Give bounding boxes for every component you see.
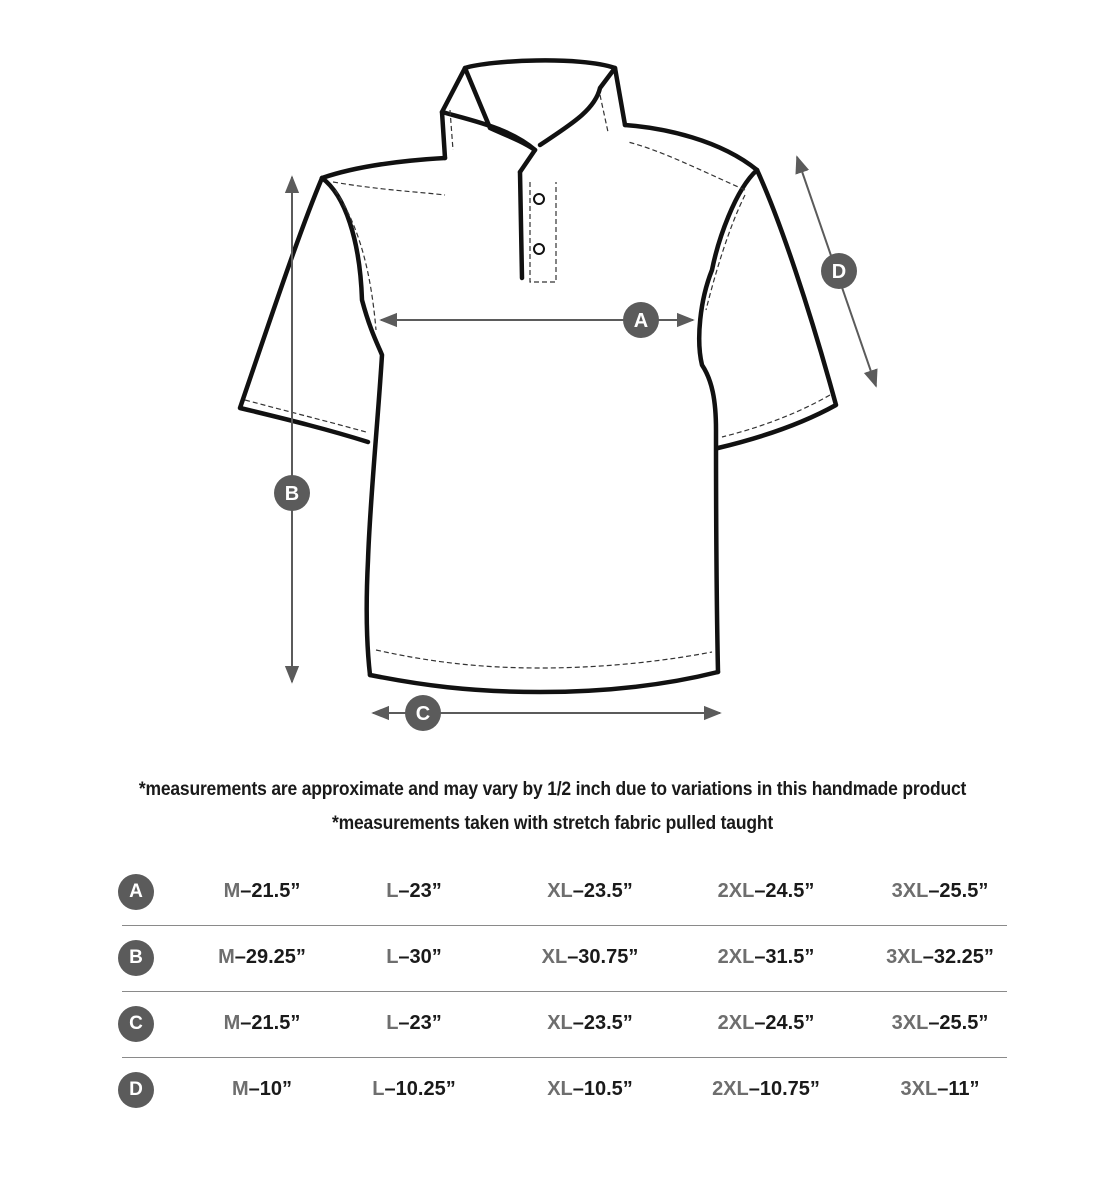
- size-cell: [334, 1012, 494, 1035]
- size-label: XL: [547, 1078, 573, 1100]
- size-value: –23”: [398, 880, 442, 902]
- size-label: L: [386, 946, 399, 968]
- row-marker-badge: D: [118, 1072, 154, 1108]
- size-row-a: [0, 860, 1105, 920]
- shirt-outline: [240, 60, 836, 692]
- size-value: –25.5”: [928, 880, 989, 902]
- size-row-c: [0, 992, 1105, 1052]
- size-cell: [510, 946, 670, 969]
- size-label: 2XL: [717, 1012, 755, 1034]
- size-label: XL: [547, 1012, 573, 1034]
- buttons: [534, 194, 544, 254]
- size-value: –10.25”: [384, 1078, 456, 1100]
- size-cell: [860, 1012, 1020, 1035]
- measurement-note-approximate: *measurements are approximate and may vary by 1/2 inch due to variations in this handmade product: [138, 779, 967, 800]
- size-cell: [334, 880, 494, 903]
- size-cell: [182, 1078, 342, 1101]
- size-value: –29.25”: [234, 946, 306, 968]
- size-label: M: [231, 1078, 249, 1100]
- size-label: XL: [547, 880, 573, 902]
- size-table: [0, 860, 1105, 1130]
- size-label: M: [223, 1012, 241, 1034]
- size-label: 2XL: [717, 880, 755, 902]
- size-label: XL: [541, 946, 568, 968]
- size-cell: [860, 880, 1020, 903]
- size-row-d: [0, 1058, 1105, 1118]
- size-cell: [182, 946, 342, 969]
- measurement-note-stretch: *measurements taken with stretch fabric pulled taught: [332, 813, 773, 834]
- size-value: –21.5”: [240, 1012, 301, 1034]
- row-marker-badge: A: [118, 874, 154, 910]
- size-cell: [686, 880, 846, 903]
- size-cell: [510, 1012, 670, 1035]
- marker-d-label: D: [831, 261, 847, 283]
- size-value: –25.5”: [928, 1012, 989, 1034]
- size-label: 2XL: [717, 946, 755, 968]
- size-label: 3XL: [891, 880, 929, 902]
- size-value: –32.25”: [922, 946, 994, 968]
- size-cell: [334, 946, 494, 969]
- size-cell: [182, 880, 342, 903]
- size-cell: [860, 1078, 1020, 1101]
- size-value: –30.75”: [567, 946, 639, 968]
- size-cell: [686, 1012, 846, 1035]
- size-value: –23.5”: [572, 1012, 633, 1034]
- stitch-lines: [245, 95, 830, 668]
- marker-a-label: A: [633, 310, 649, 332]
- size-cell: [182, 1012, 342, 1035]
- size-label: 3XL: [900, 1078, 938, 1100]
- size-value: –10.75”: [748, 1078, 820, 1100]
- marker-c-label: C: [415, 703, 431, 725]
- size-value: –31.5”: [754, 946, 815, 968]
- size-value: –10”: [248, 1078, 293, 1100]
- size-cell: [510, 880, 670, 903]
- size-label: L: [386, 1012, 399, 1034]
- size-label: L: [372, 1078, 385, 1100]
- size-value: –11”: [937, 1078, 980, 1100]
- button-icon: [534, 244, 544, 254]
- size-label: 2XL: [712, 1078, 749, 1100]
- size-cell: [686, 1078, 846, 1101]
- size-value: –30”: [398, 946, 442, 968]
- size-value: –21.5”: [240, 880, 301, 902]
- size-value: –24.5”: [754, 880, 815, 902]
- size-label: L: [386, 880, 399, 902]
- size-value: –23”: [398, 1012, 442, 1034]
- button-icon: [534, 194, 544, 204]
- size-value: –24.5”: [754, 1012, 815, 1034]
- size-value: –10.5”: [572, 1078, 633, 1100]
- size-label: M: [223, 880, 241, 902]
- size-cell: [334, 1078, 494, 1101]
- size-cell: [510, 1078, 670, 1101]
- size-row-b: [0, 926, 1105, 986]
- marker-b-label: B: [284, 483, 300, 505]
- row-marker-badge: C: [118, 1006, 154, 1042]
- size-cell: [860, 946, 1020, 969]
- size-cell: [686, 946, 846, 969]
- row-marker-badge: B: [118, 940, 154, 976]
- size-label: M: [218, 946, 235, 968]
- size-value: –23.5”: [572, 880, 633, 902]
- size-label: 3XL: [891, 1012, 929, 1034]
- marker-d-badge: [821, 253, 857, 289]
- size-label: 3XL: [886, 946, 923, 968]
- marker-c-badge: [405, 695, 441, 731]
- marker-a-badge: [623, 302, 659, 338]
- marker-b-badge: [274, 475, 310, 511]
